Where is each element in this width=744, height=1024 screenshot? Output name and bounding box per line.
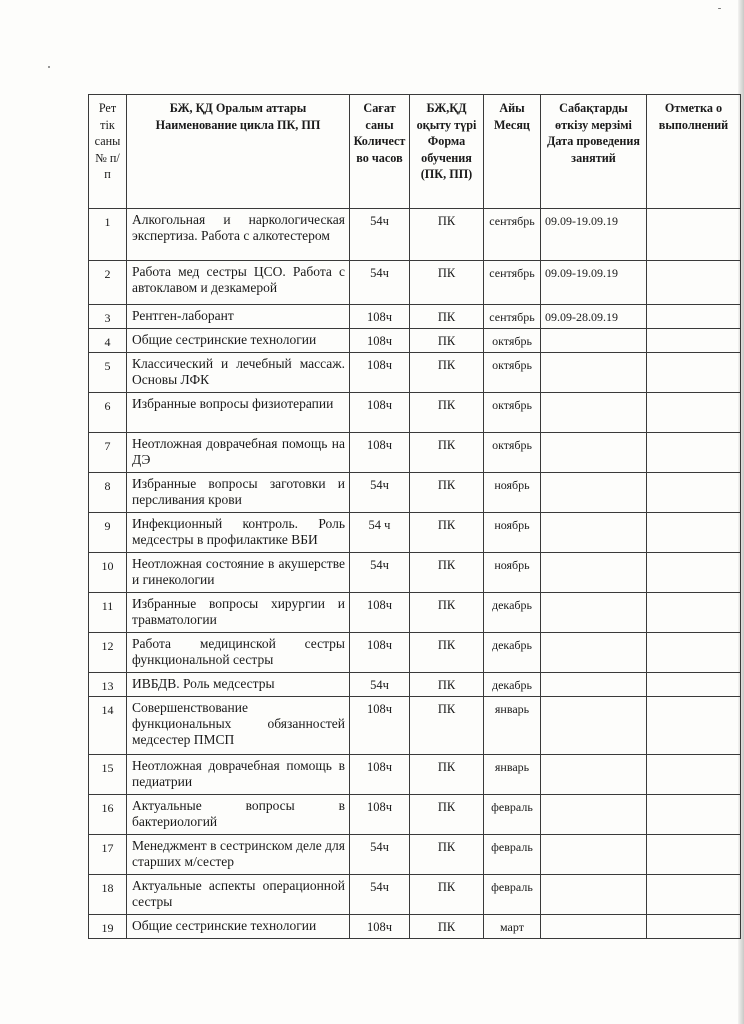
dates-cell xyxy=(541,673,647,697)
mark-cell xyxy=(647,835,741,875)
row-number: 13 xyxy=(89,673,127,697)
row-number: 1 xyxy=(89,209,127,261)
cycle-name: Рентген-лаборант xyxy=(127,305,350,329)
table-row xyxy=(89,393,741,433)
form-cell: ПК xyxy=(410,261,484,305)
table-row xyxy=(89,329,741,353)
hours-cell: 108ч xyxy=(350,697,410,755)
month-cell: сентябрь xyxy=(484,305,541,329)
row-number: 11 xyxy=(89,593,127,633)
dates-cell xyxy=(541,393,647,433)
mark-cell xyxy=(647,697,741,755)
form-cell: ПК xyxy=(410,513,484,553)
dates-cell: 09.09-28.09.19 xyxy=(541,305,647,329)
form-cell: ПК xyxy=(410,755,484,795)
form-cell: ПК xyxy=(410,473,484,513)
month-cell: январь xyxy=(484,755,541,795)
hours-cell: 108ч xyxy=(350,795,410,835)
hours-cell: 108ч xyxy=(350,755,410,795)
row-number: 16 xyxy=(89,795,127,835)
table-row xyxy=(89,875,741,915)
form-cell: ПК xyxy=(410,915,484,939)
form-cell: ПК xyxy=(410,697,484,755)
cycle-name: Общие сестринские технологии xyxy=(127,915,350,939)
table-row xyxy=(89,593,741,633)
header-dates: Сабақтарды өткізу мерзімі Дата проведения занятий xyxy=(541,95,647,209)
month-cell: октябрь xyxy=(484,353,541,393)
mark-cell xyxy=(647,433,741,473)
form-cell: ПК xyxy=(410,633,484,673)
hours-cell: 108ч xyxy=(350,633,410,673)
month-cell: февраль xyxy=(484,875,541,915)
dates-cell xyxy=(541,633,647,673)
hours-cell: 108ч xyxy=(350,329,410,353)
hours-cell: 54ч xyxy=(350,261,410,305)
mark-cell xyxy=(647,673,741,697)
month-cell: декабрь xyxy=(484,633,541,673)
row-number: 19 xyxy=(89,915,127,939)
table-row xyxy=(89,553,741,593)
mark-cell xyxy=(647,553,741,593)
header-month: Айы Месяц xyxy=(484,95,541,209)
hours-cell: 54ч xyxy=(350,673,410,697)
cycle-name: Актуальные вопросы в бактериологий xyxy=(127,795,350,835)
cycle-name: Работа медицинской сестры функциональной сестры xyxy=(127,633,350,673)
table-row xyxy=(89,673,741,697)
hours-cell: 108ч xyxy=(350,593,410,633)
mark-cell xyxy=(647,593,741,633)
month-cell: ноябрь xyxy=(484,473,541,513)
hours-cell: 54ч xyxy=(350,473,410,513)
hours-cell: 54ч xyxy=(350,553,410,593)
dates-cell xyxy=(541,835,647,875)
cycle-name: Менеджмент в сестринском деле для старших м/сестер xyxy=(127,835,350,875)
mark-cell xyxy=(647,305,741,329)
month-cell: ноябрь xyxy=(484,553,541,593)
form-cell: ПК xyxy=(410,593,484,633)
table-row xyxy=(89,261,741,305)
form-cell: ПК xyxy=(410,835,484,875)
mark-cell xyxy=(647,915,741,939)
cycle-name: Инфекционный контроль. Роль медсестры в профилактике ВБИ xyxy=(127,513,350,553)
mark-cell xyxy=(647,261,741,305)
table-body xyxy=(89,209,741,939)
row-number: 6 xyxy=(89,393,127,433)
header-hours: Сағат саны Количест во часов xyxy=(350,95,410,209)
mark-cell xyxy=(647,755,741,795)
mark-cell xyxy=(647,795,741,835)
dates-cell xyxy=(541,353,647,393)
table-header-row xyxy=(89,95,741,209)
table-row xyxy=(89,697,741,755)
mark-cell xyxy=(647,329,741,353)
row-number: 15 xyxy=(89,755,127,795)
dates-cell xyxy=(541,795,647,835)
cycle-name: Неотложная состояние в акушерстве и гинекологии xyxy=(127,553,350,593)
mark-cell xyxy=(647,393,741,433)
table-row xyxy=(89,209,741,261)
cycle-name: Неотложная доврачебная помощь на ДЭ xyxy=(127,433,350,473)
form-cell: ПК xyxy=(410,329,484,353)
scan-speck xyxy=(718,8,721,9)
form-cell: ПК xyxy=(410,209,484,261)
month-cell: сентябрь xyxy=(484,209,541,261)
row-number: 4 xyxy=(89,329,127,353)
header-cycle-name: БЖ, ҚД Оралым аттары Наименование цикла ПК, ПП xyxy=(127,95,350,209)
form-cell: ПК xyxy=(410,305,484,329)
month-cell: декабрь xyxy=(484,673,541,697)
hours-cell: 108ч xyxy=(350,353,410,393)
table-row xyxy=(89,353,741,393)
month-cell: октябрь xyxy=(484,393,541,433)
cycle-name: Классический и лечебный массаж. Основы ЛФК xyxy=(127,353,350,393)
dates-cell xyxy=(541,755,647,795)
form-cell: ПК xyxy=(410,795,484,835)
table-row xyxy=(89,473,741,513)
month-cell: февраль xyxy=(484,835,541,875)
form-cell: ПК xyxy=(410,433,484,473)
cycle-name: Неотложная доврачебная помощь в педиатрии xyxy=(127,755,350,795)
cycle-name: ИВБДВ. Роль медсестры xyxy=(127,673,350,697)
dates-cell xyxy=(541,433,647,473)
cycle-name: Совершенствование функциональных обязанностей медсестер ПМСП xyxy=(127,697,350,755)
dates-cell xyxy=(541,473,647,513)
form-cell: ПК xyxy=(410,553,484,593)
form-cell: ПК xyxy=(410,353,484,393)
cycle-name: Избранные вопросы физиотерапии xyxy=(127,393,350,433)
row-number: 9 xyxy=(89,513,127,553)
table-row xyxy=(89,633,741,673)
dates-cell: 09.09-19.09.19 xyxy=(541,261,647,305)
header-mark: Отметка о выполнений xyxy=(647,95,741,209)
hours-cell: 54ч xyxy=(350,209,410,261)
table-row xyxy=(89,305,741,329)
table-row xyxy=(89,755,741,795)
cycle-name: Алкогольная и наркологическая экспертиза. Работа с алкотестером xyxy=(127,209,350,261)
form-cell: ПК xyxy=(410,393,484,433)
dates-cell xyxy=(541,697,647,755)
dates-cell xyxy=(541,553,647,593)
month-cell: сентябрь xyxy=(484,261,541,305)
dates-cell xyxy=(541,329,647,353)
month-cell: март xyxy=(484,915,541,939)
row-number: 18 xyxy=(89,875,127,915)
row-number: 5 xyxy=(89,353,127,393)
month-cell: декабрь xyxy=(484,593,541,633)
month-cell: октябрь xyxy=(484,329,541,353)
dates-cell xyxy=(541,915,647,939)
header-form: БЖ,ҚД оқыту түрі Форма обучения (ПК, ПП) xyxy=(410,95,484,209)
dates-cell xyxy=(541,593,647,633)
mark-cell xyxy=(647,513,741,553)
form-cell: ПК xyxy=(410,875,484,915)
cycle-name: Избранные вопросы заготовки и перcливания крови xyxy=(127,473,350,513)
hours-cell: 54ч xyxy=(350,835,410,875)
mark-cell xyxy=(647,875,741,915)
table-row xyxy=(89,795,741,835)
hours-cell: 54 ч xyxy=(350,513,410,553)
month-cell: январь xyxy=(484,697,541,755)
cycle-name: Общие сестринские технологии xyxy=(127,329,350,353)
table-row xyxy=(89,915,741,939)
month-cell: октябрь xyxy=(484,433,541,473)
row-number: 17 xyxy=(89,835,127,875)
scan-speck xyxy=(48,66,50,68)
cycle-name: Работа мед сестры ЦСО. Работа с автоклавом и дезкамерой xyxy=(127,261,350,305)
row-number: 7 xyxy=(89,433,127,473)
dates-cell xyxy=(541,875,647,915)
dates-cell: 09.09-19.09.19 xyxy=(541,209,647,261)
table-row xyxy=(89,835,741,875)
row-number: 10 xyxy=(89,553,127,593)
mark-cell xyxy=(647,353,741,393)
row-number: 14 xyxy=(89,697,127,755)
hours-cell: 108ч xyxy=(350,915,410,939)
dates-cell xyxy=(541,513,647,553)
row-number: 12 xyxy=(89,633,127,673)
month-cell: ноябрь xyxy=(484,513,541,553)
training-schedule-table xyxy=(88,94,741,939)
hours-cell: 108ч xyxy=(350,433,410,473)
row-number: 3 xyxy=(89,305,127,329)
hours-cell: 108ч xyxy=(350,393,410,433)
header-num: Рет тік саны № п/п xyxy=(89,95,127,209)
hours-cell: 54ч xyxy=(350,875,410,915)
cycle-name: Избранные вопросы хирургии и травматологии xyxy=(127,593,350,633)
mark-cell xyxy=(647,473,741,513)
row-number: 2 xyxy=(89,261,127,305)
mark-cell xyxy=(647,633,741,673)
row-number: 8 xyxy=(89,473,127,513)
table-row xyxy=(89,433,741,473)
hours-cell: 108ч xyxy=(350,305,410,329)
month-cell: февраль xyxy=(484,795,541,835)
form-cell: ПК xyxy=(410,673,484,697)
cycle-name: Актуальные аспекты операционной сестры xyxy=(127,875,350,915)
table-row xyxy=(89,513,741,553)
mark-cell xyxy=(647,209,741,261)
